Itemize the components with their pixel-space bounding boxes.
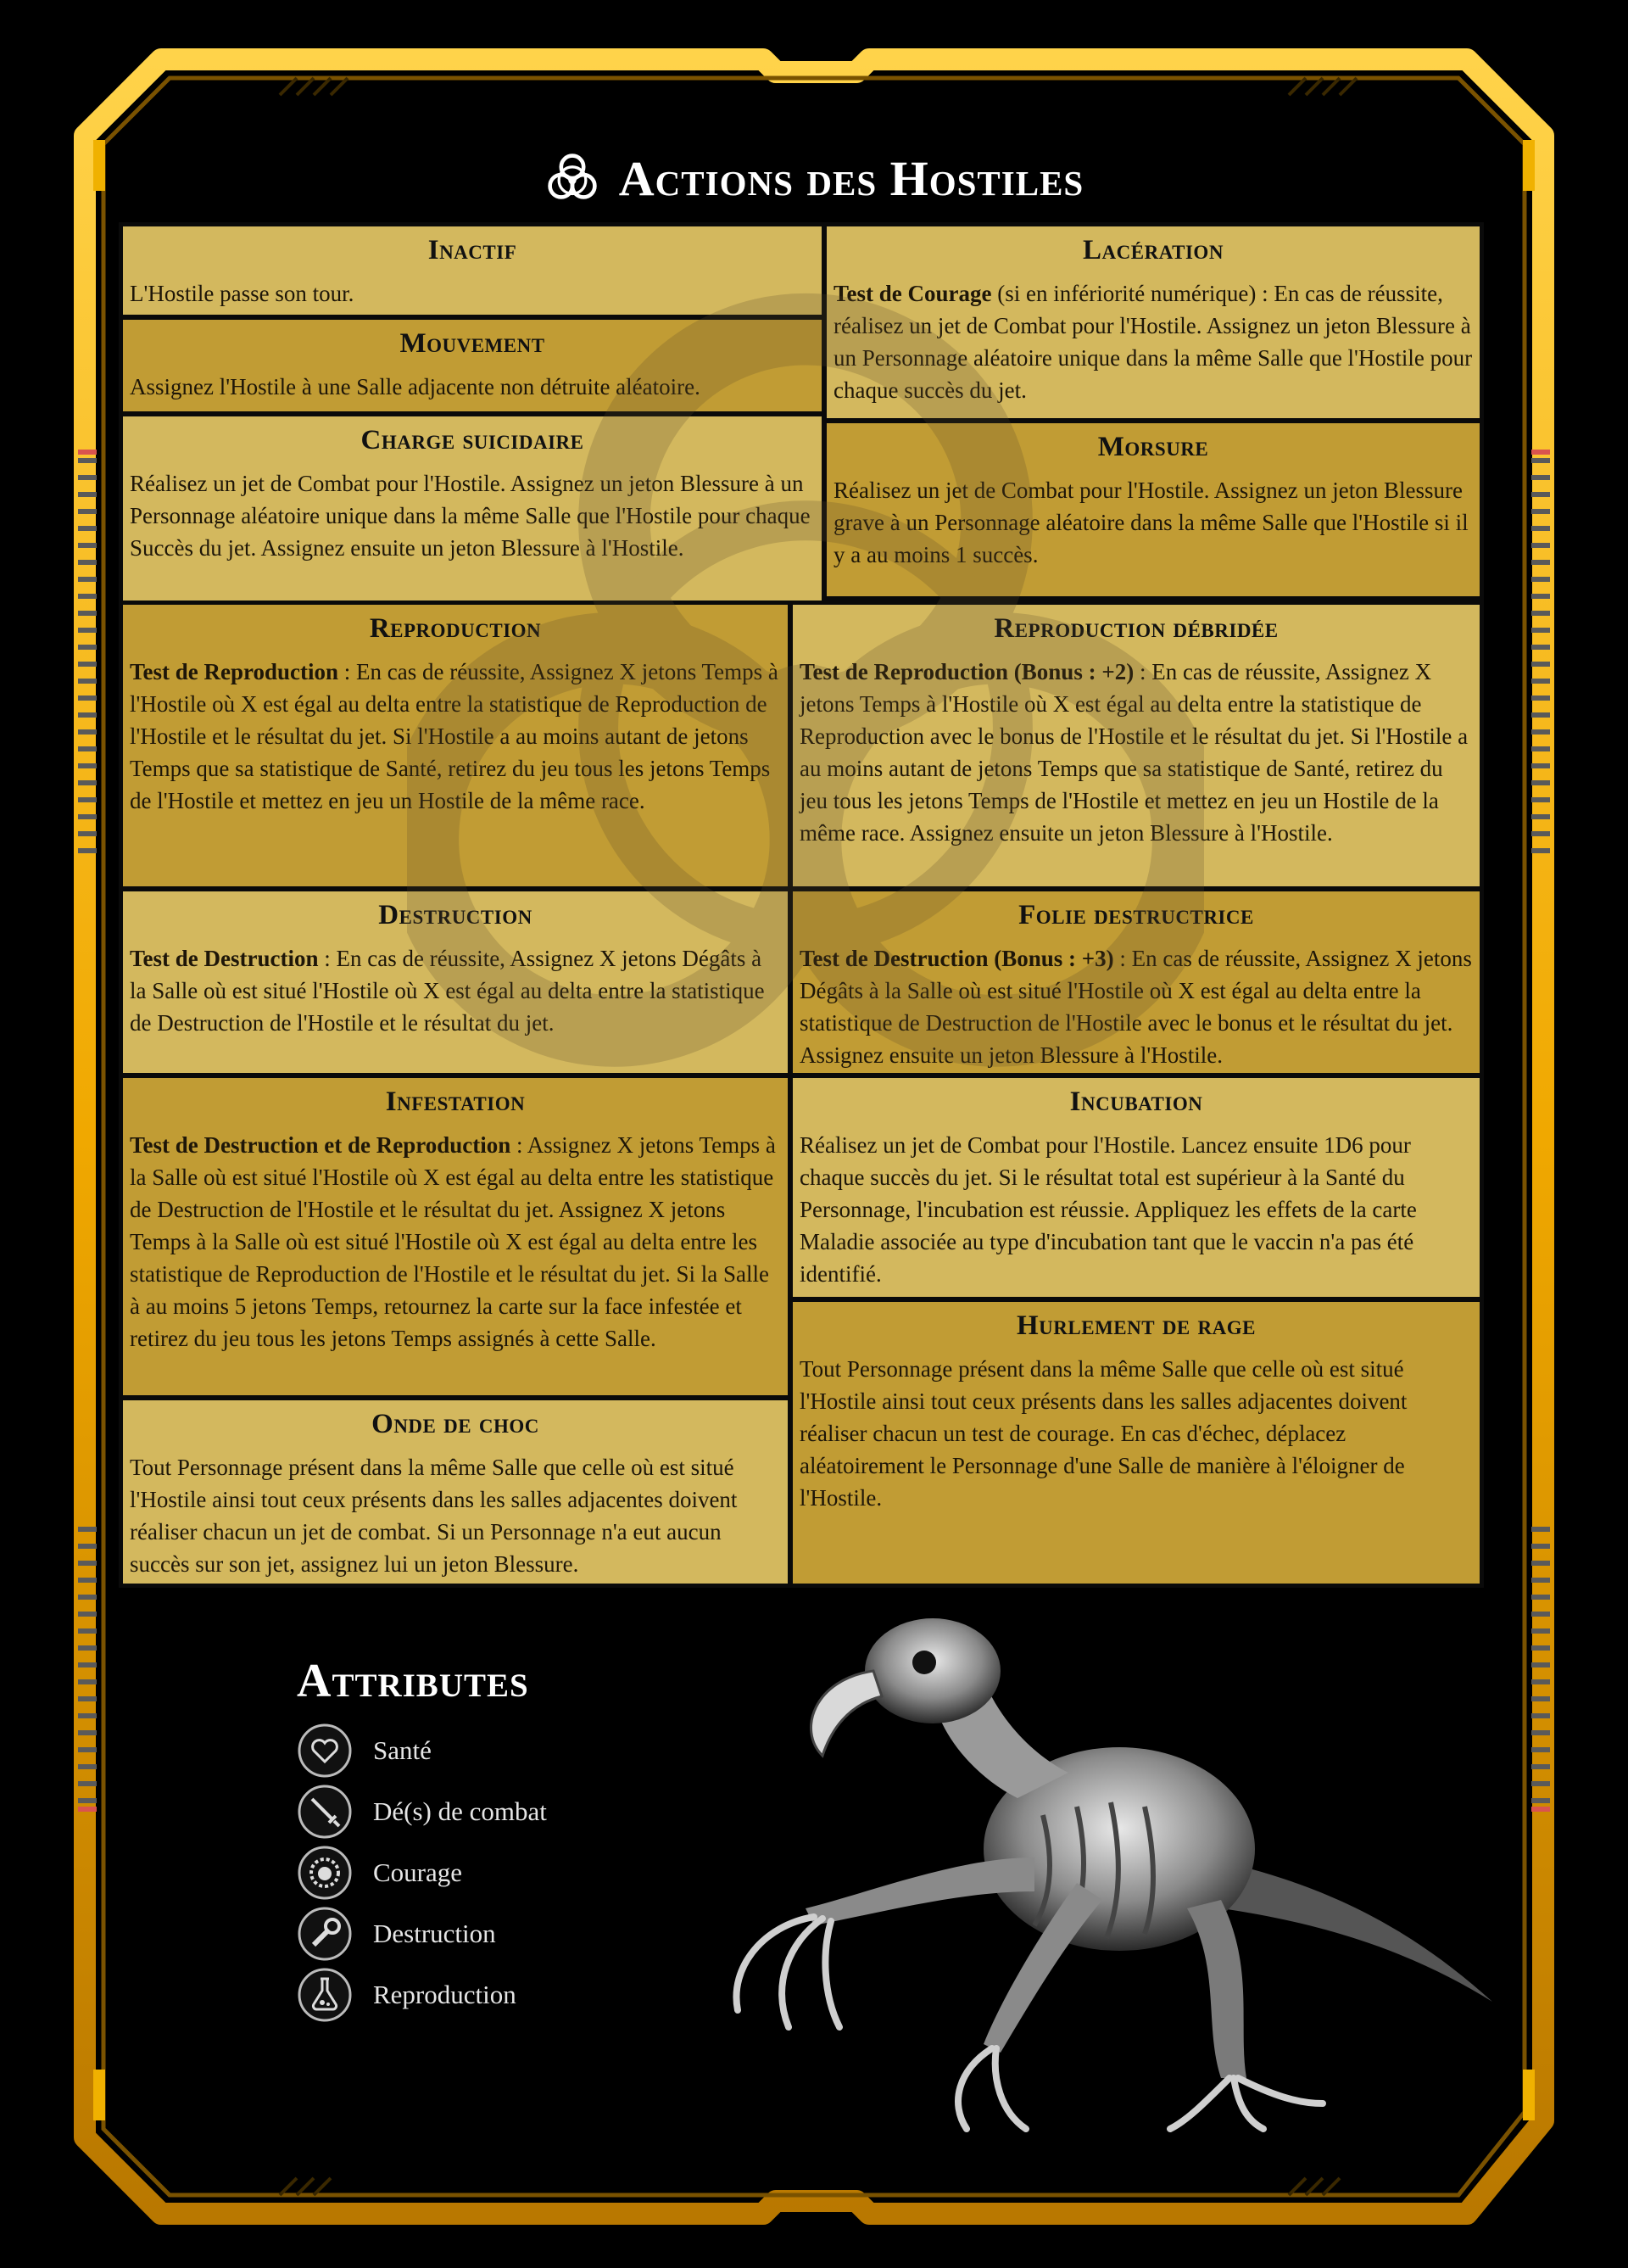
attribute-label: Dé(s) de combat bbox=[373, 1796, 547, 1826]
card-text-bold: Test de Destruction bbox=[130, 946, 319, 971]
card-hurlement-de-rage bbox=[789, 1298, 1484, 1588]
card-text-bold: Test de Courage bbox=[834, 281, 992, 306]
attribute-row bbox=[297, 1720, 721, 1781]
attribute-label: Courage bbox=[373, 1857, 463, 1887]
card-morsure bbox=[822, 419, 1484, 601]
card-text bbox=[834, 277, 1473, 406]
card-title: Infestation bbox=[385, 1087, 526, 1117]
card-infestation bbox=[119, 1074, 792, 1399]
card-inactif bbox=[119, 222, 826, 319]
card-destruction bbox=[119, 887, 792, 1077]
card-text bbox=[130, 942, 781, 1039]
card-title: Destruction bbox=[378, 900, 532, 930]
card-title: Reproduction débridée bbox=[994, 613, 1279, 644]
card-text bbox=[130, 656, 781, 817]
card-text: Tout Personnage présent dans la même Salle que celle où est situé l'Hostile ainsi tout ceux présents dans les salles adjacentes doivent réaliser chacun un test de courage. En cas d'échec, déplacez aléatoirement le Personnage d'une Salle de manière à l'éloigner de l'Hostile. bbox=[800, 1356, 1408, 1511]
card-title: Folie destructrice bbox=[1018, 900, 1254, 930]
card-text: Réalisez un jet de Combat pour l'Hostile. Lancez ensuite 1D6 pour chaque succès du jet. Si le résultat total est supérieur à la Santé du Personnage, l'incubation est réussie. Appliquez les effets de la carte Maladie associée au type d'incubation tant que le vaccin n'a pas été identifié. bbox=[800, 1132, 1417, 1287]
card-title: Mouvement bbox=[399, 328, 545, 359]
card-text: Réalisez un jet de Combat pour l'Hostile. Assignez un jeton Blessure grave à un Personnage aléatoire dans la même Salle que l'Hostile si il y a au moins 1 succès. bbox=[834, 478, 1469, 567]
card-title: Onde de choc bbox=[371, 1409, 539, 1439]
dagger-icon bbox=[297, 1784, 353, 1840]
attribute-row bbox=[297, 1903, 721, 1964]
card-onde-de-choc bbox=[119, 1396, 792, 1588]
card-folie-destructrice bbox=[789, 887, 1484, 1077]
card-title: Hurlement de rage bbox=[1017, 1310, 1256, 1341]
actions-grid bbox=[119, 222, 1484, 1588]
card-text: Tout Personnage présent dans la même Salle que celle où est situé l'Hostile ainsi tout ceux présents dans les salles adjacentes doivent réaliser chacun un jet de combat. Si un Personnage n'a eut aucun succès sur son jet, assignez lui un jeton Blessure. bbox=[130, 1455, 738, 1577]
card-text-bold: Test de Destruction (Bonus : +3) bbox=[800, 946, 1114, 971]
card-text-rest: : En cas de réussite, Assignez X jetons Dégâts à la Salle où est situé l'Hostile où X est égal au delta entre la statistique de Destruction de l'Hostile avec le bonus et le résultat du jet. Assignez ensuite un jeton Blessure à l'Hostile. bbox=[800, 946, 1472, 1068]
attribute-row bbox=[297, 1781, 721, 1842]
wrench-icon bbox=[297, 1906, 353, 1962]
page-title bbox=[0, 144, 1628, 212]
card-title: Reproduction bbox=[369, 613, 542, 644]
card-text-rest: : Assignez X jetons Temps à la Salle où est situé l'Hostile où X est égal au delta entre les statistique de Destruction de l'Hostile et le résultat du jet. Assignez X jetons Temps à la Salle où est situé l'Hostile où X est égal au delta entre les statistique de Reproduction de l'Hostile et le résultat du jet. Si la Salle à au moins 5 jetons Temps, retournez la carte sur la face infestée et retirez du jeu tous les jetons Temps assignés à cette Salle. bbox=[130, 1132, 776, 1351]
card-text: Assignez l'Hostile à une Salle adjacente non détruite aléatoire. bbox=[130, 374, 700, 399]
card-title: Inactif bbox=[427, 235, 517, 265]
card-incubation bbox=[789, 1074, 1484, 1301]
attributes-legend bbox=[297, 1654, 721, 2025]
attribute-label: Reproduction bbox=[373, 1980, 516, 2009]
creature-illustration bbox=[678, 1603, 1509, 2146]
lion-icon bbox=[297, 1845, 353, 1901]
card-text-rest: : En cas de réussite, Assignez X jetons Temps à l'Hostile où X est égal au delta entre la statistique de Reproduction avec le bonus de l'Hostile et le résultat du jet. Si l'Hostile a au moins autant de jetons Temps que sa statistique de Santé, retirez du jeu tous les jetons Temps de l'Hostile et mettez en jeu un Hostile de la même race. Assignez ensuite un jeton Blessure à l'Hostile. bbox=[800, 659, 1469, 846]
card-text-rest: : En cas de réussite, Assignez X jetons Temps à l'Hostile où X est égal au delta entre la statistique de Reproduction de l'Hostile et le résultat du jet. Si l'Hostile a au moins autant de jetons Temps que sa statistique de Santé, retirez du jeu tous les jetons Temps de l'Hostile et mettez en jeu un Hostile de la même race. bbox=[130, 659, 778, 813]
card-laceration bbox=[822, 222, 1484, 422]
card-reproduction-debridee bbox=[789, 601, 1484, 891]
page-title-text: Actions des Hostiles bbox=[618, 150, 1084, 206]
attributes-title: Attributes bbox=[297, 1655, 529, 1707]
flask-icon bbox=[297, 1967, 353, 2023]
card-text-rest: (si en infériorité numérique) : En cas de réussite, réalisez un jet de Combat pour l'Hostile. Assignez un jeton Blessure à un Personnage aléatoire unique dans la même Salle que l'Hostile pour chaque succès du jet. bbox=[834, 281, 1473, 403]
attribute-row bbox=[297, 1964, 721, 2025]
biohazard-icon bbox=[544, 150, 600, 206]
card-title: Incubation bbox=[1069, 1087, 1203, 1117]
card-text-bold: Test de Destruction et de Reproduction bbox=[130, 1132, 511, 1158]
card-mouvement bbox=[119, 316, 826, 416]
attribute-row bbox=[297, 1842, 721, 1903]
card-text bbox=[800, 942, 1473, 1071]
card-title: Charge suicidaire bbox=[360, 425, 584, 455]
heart-icon bbox=[297, 1723, 353, 1779]
attribute-label: Destruction bbox=[373, 1919, 496, 1948]
attribute-label: Santé bbox=[373, 1735, 432, 1765]
card-text-bold: Test de Reproduction (Bonus : +2) bbox=[800, 659, 1135, 684]
card-text-rest: : En cas de réussite, Assignez X jetons Dégâts à la Salle où est situé l'Hostile où X est égal au delta entre la statistique de Destruction de l'Hostile et le résultat du jet. bbox=[130, 946, 765, 1036]
card-text: Réalisez un jet de Combat pour l'Hostile. Assignez un jeton Blessure à un Personnage aléatoire unique dans la même Salle que l'Hostile pour chaque Succès du jet. Assignez ensuite un jeton Blessure à l'Hostile. bbox=[130, 471, 811, 561]
card-text: L'Hostile passe son tour. bbox=[130, 281, 354, 306]
card-text bbox=[800, 656, 1473, 849]
card-text-bold: Test de Reproduction bbox=[130, 659, 339, 684]
card-charge-suicidaire bbox=[119, 412, 826, 612]
card-reproduction bbox=[119, 601, 792, 891]
card-title: Lacération bbox=[1083, 235, 1224, 265]
card-text bbox=[130, 1129, 781, 1355]
card-title: Morsure bbox=[1097, 432, 1209, 462]
